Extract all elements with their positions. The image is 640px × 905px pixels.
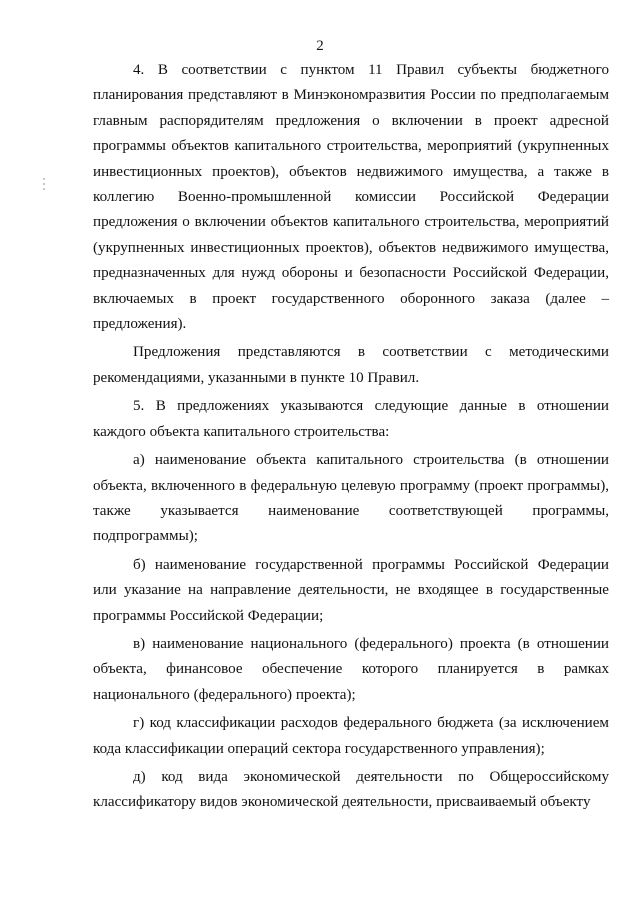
- document-body: [93, 58, 609, 816]
- paragraph-5g: г) код классификации расходов федерального бюджета (за исключением кода классификации операций сектора государственного управления);: [93, 715, 609, 757]
- paragraph-5a: а) наименование объекта капитального строительства (в отношении объекта, включенного в федеральную целевую программу (проект программы), также указывается наименование соответствующей программы, подпрограммы);: [93, 452, 609, 545]
- paragraph-4: 4. В соответствии с пунктом 11 Правил субъекты бюджетного планирования представляют в Минэкономразвития России по предполагаемым главным распорядителям предложения о включении в проект адресной программы объектов капитального строительства, мероприятий (укрупненных инвестиционных проектов), объектов недвижимого имущества, а также в коллегию Военно-промышленной комиссии Российской Федерации предложения о включении объектов капитального строительства, мероприятий (укрупненных инвестиционных проектов), объектов недвижимого имущества, предназначенных для нужд обороны и безопасности Российской Федерации, включаемых в проект государственного оборонного заказа (далее – предложения).: [93, 62, 609, 333]
- page-number: 2: [316, 38, 324, 54]
- paragraph-5b: б) наименование государственной программы Российской Федерации или указание на направление деятельности, не входящее в государственные программы Российской Федерации;: [93, 556, 609, 624]
- paragraph-5: 5. В предложениях указываются следующие данные в отношении каждого объекта капитального строительства:: [93, 398, 609, 440]
- paragraph-proposals: Предложения представляются в соответствии с методическими рекомендациями, указанными в пункте 10 Правил.: [93, 344, 609, 386]
- paragraph-5v: в) наименование национального (федерального) проекта (в отношении объекта, финансовое обеспечение которого планируется в рамках национального (федерального) проекта);: [93, 635, 609, 703]
- paragraph-5d: д) код вида экономической деятельности по Общероссийскому классификатору видов экономической деятельности, присваиваемый объекту: [93, 768, 609, 811]
- margin-scan-marks: [43, 178, 49, 194]
